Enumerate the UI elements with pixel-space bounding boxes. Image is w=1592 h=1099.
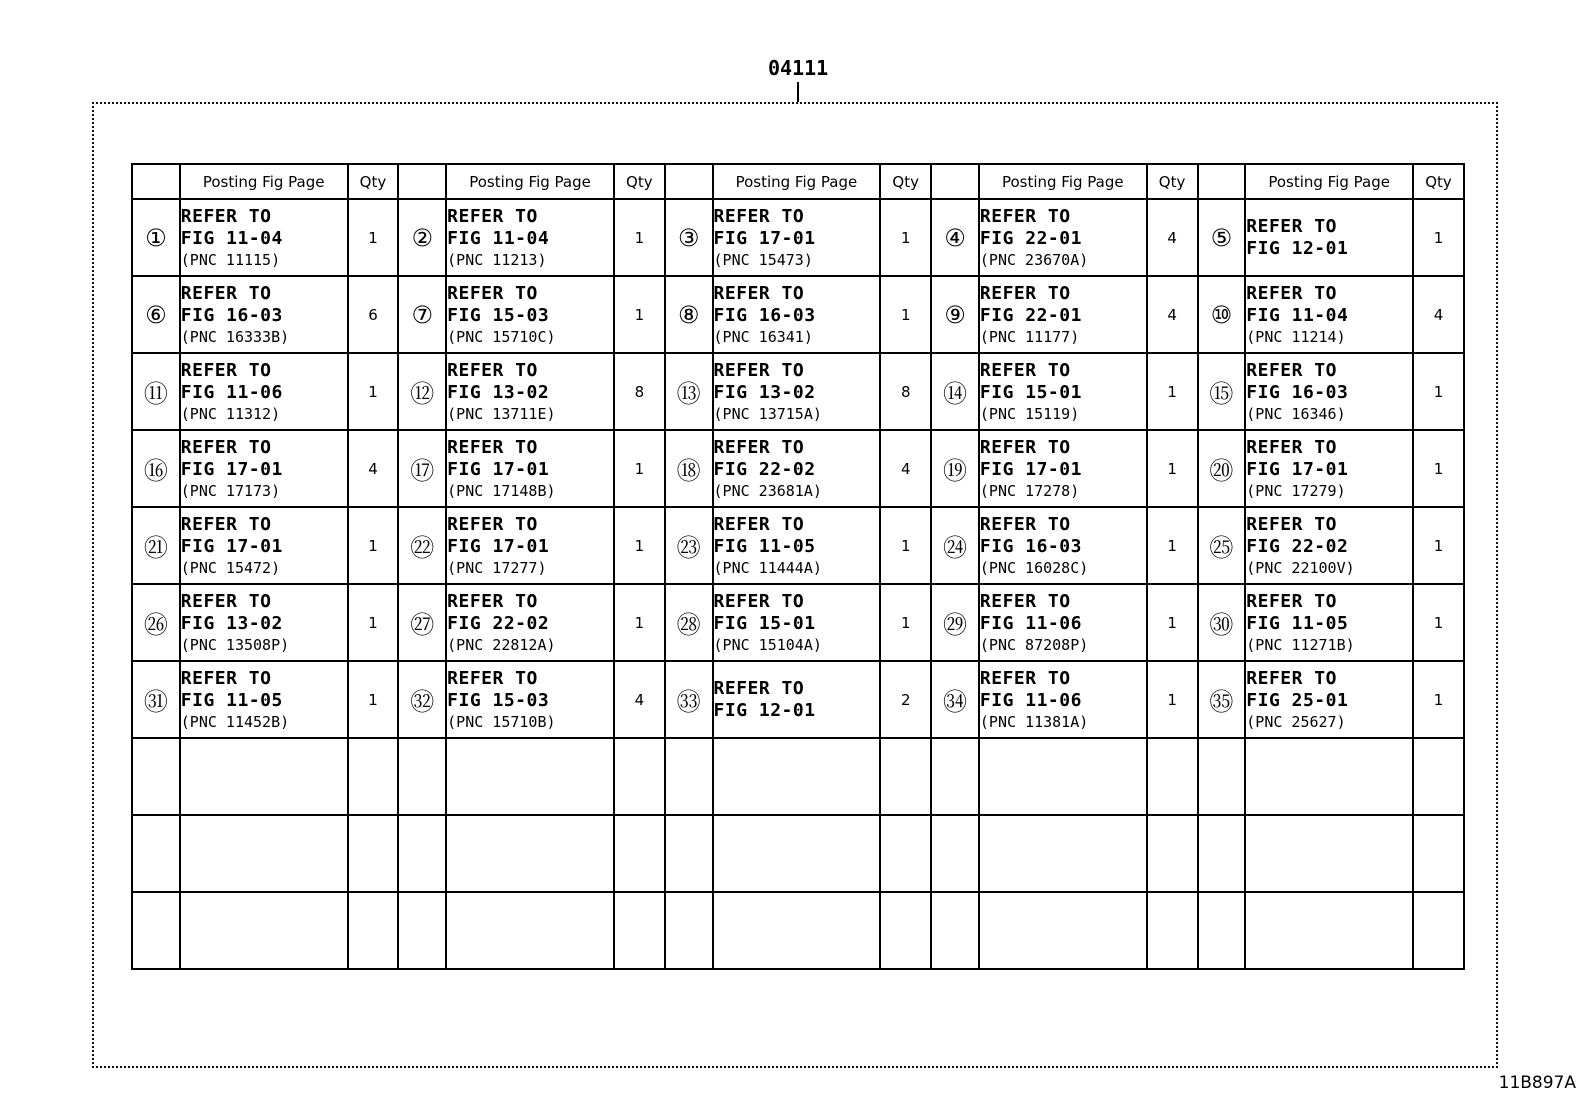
- empty-cell: [446, 738, 614, 815]
- quantity-cell: 4: [880, 430, 931, 507]
- reference-line: REFER TO: [979, 359, 1071, 381]
- reference-cell: [713, 276, 881, 353]
- item-number: ㉝: [665, 661, 713, 738]
- quantity-cell: 1: [1413, 584, 1464, 661]
- empty-cell: [1198, 815, 1246, 892]
- figure-code: 11B897A: [1498, 1073, 1576, 1093]
- item-number: ⑪: [132, 353, 180, 430]
- item-number: ⑱: [665, 430, 713, 507]
- item-number: ③: [665, 199, 713, 276]
- empty-cell: [1413, 892, 1464, 969]
- part-number-label: 04111: [768, 56, 829, 80]
- item-number: ⑬: [665, 353, 713, 430]
- quantity-cell: 1: [880, 199, 931, 276]
- reference-line: REFER TO: [1246, 282, 1337, 304]
- quantity-cell: 4: [1147, 276, 1198, 353]
- empty-cell: [132, 815, 180, 892]
- reference-line: REFER TO: [713, 282, 805, 304]
- quantity-cell: 1: [1413, 430, 1464, 507]
- empty-cell: [931, 738, 979, 815]
- reference-cell: [979, 584, 1147, 661]
- item-number: ㉑: [132, 507, 180, 584]
- reference-line: REFER TO: [180, 590, 272, 612]
- reference-line: REFER TO: [447, 359, 538, 381]
- reference-cell: [1245, 507, 1413, 584]
- item-number: ㉔: [931, 507, 979, 584]
- item-number: ㉞: [931, 661, 979, 738]
- quantity-cell: 1: [1147, 353, 1198, 430]
- reference-cell: [979, 507, 1147, 584]
- pnc-reference: (PNC 16341): [713, 327, 813, 346]
- item-number: ⑭: [931, 353, 979, 430]
- empty-cell: [398, 738, 446, 815]
- pnc-reference: (PNC 11381A): [979, 712, 1089, 731]
- pnc-reference: (PNC 15710C): [447, 327, 556, 346]
- empty-cell: [880, 738, 931, 815]
- empty-cell: [132, 738, 180, 815]
- empty-cell: [979, 815, 1147, 892]
- quantity-cell: 4: [614, 661, 665, 738]
- item-number: ⑫: [398, 353, 446, 430]
- table-row: [132, 199, 1464, 276]
- empty-cell: [614, 815, 665, 892]
- pnc-reference: (PNC 17277): [447, 558, 547, 577]
- quantity-cell: 1: [614, 430, 665, 507]
- empty-cell: [1413, 815, 1464, 892]
- quantity-cell: 1: [1147, 507, 1198, 584]
- quantity-cell: 1: [614, 584, 665, 661]
- quantity-cell: 1: [880, 507, 931, 584]
- leader-line: [797, 82, 799, 102]
- reference-line: REFER TO: [180, 359, 272, 381]
- reference-cell: [979, 661, 1147, 738]
- figure-reference: FIG 22-01: [979, 227, 1082, 249]
- table-row: [132, 507, 1464, 584]
- reference-cell: [446, 353, 614, 430]
- pnc-reference: (PNC 17148B): [447, 481, 556, 500]
- empty-cell: [880, 815, 931, 892]
- figure-reference: FIG 11-05: [1246, 612, 1349, 634]
- header-num-cell: [1198, 164, 1246, 199]
- empty-cell: [1198, 738, 1246, 815]
- quantity-cell: 4: [1413, 276, 1464, 353]
- header-num-cell: [132, 164, 180, 199]
- empty-cell: [1245, 738, 1413, 815]
- reference-cell: [1245, 584, 1413, 661]
- reference-line: REFER TO: [713, 359, 805, 381]
- figure-reference: FIG 17-01: [713, 227, 816, 249]
- reference-cell: [180, 276, 348, 353]
- reference-line: REFER TO: [180, 436, 272, 458]
- reference-cell: [979, 430, 1147, 507]
- item-number: ㉓: [665, 507, 713, 584]
- pnc-reference: (PNC 25627): [1246, 712, 1346, 731]
- table-row: [132, 661, 1464, 738]
- reference-line: REFER TO: [1246, 215, 1337, 237]
- reference-cell: [713, 199, 881, 276]
- quantity-cell: 1: [348, 507, 399, 584]
- pnc-reference: (PNC 22100V): [1246, 558, 1355, 577]
- reference-line: REFER TO: [979, 590, 1071, 612]
- reference-cell: [1245, 661, 1413, 738]
- pnc-reference: (PNC 23670A): [979, 250, 1089, 269]
- empty-cell: [931, 892, 979, 969]
- pnc-reference: (PNC 13508P): [180, 635, 290, 654]
- table-row: [132, 584, 1464, 661]
- item-number: ⑰: [398, 430, 446, 507]
- figure-reference: FIG 16-03: [979, 535, 1082, 557]
- figure-reference: FIG 15-03: [447, 304, 550, 326]
- item-number: ⑨: [931, 276, 979, 353]
- figure-reference: FIG 22-02: [1246, 535, 1349, 557]
- reference-line: REFER TO: [447, 667, 538, 689]
- pnc-reference: (PNC 16333B): [180, 327, 290, 346]
- empty-cell: [713, 815, 881, 892]
- item-number: ⑯: [132, 430, 180, 507]
- empty-cell: [348, 892, 399, 969]
- empty-cell: [132, 892, 180, 969]
- figure-reference: FIG 13-02: [447, 381, 550, 403]
- reference-line: REFER TO: [979, 282, 1071, 304]
- table-body: [132, 199, 1464, 969]
- reference-cell: [713, 353, 881, 430]
- empty-cell: [398, 892, 446, 969]
- figure-reference: FIG 17-01: [180, 535, 283, 557]
- figure-reference: FIG 11-05: [713, 535, 816, 557]
- item-number: ⑦: [398, 276, 446, 353]
- empty-cell: [665, 815, 713, 892]
- figure-reference: FIG 22-02: [447, 612, 550, 634]
- quantity-cell: 1: [880, 584, 931, 661]
- reference-line: REFER TO: [447, 436, 538, 458]
- reference-cell: [446, 430, 614, 507]
- pnc-reference: (PNC 22812A): [447, 635, 556, 654]
- item-number: ⑧: [665, 276, 713, 353]
- empty-cell: [398, 815, 446, 892]
- reference-line: REFER TO: [1246, 359, 1337, 381]
- item-number: ㉛: [132, 661, 180, 738]
- pnc-reference: (PNC 15119): [979, 404, 1080, 423]
- empty-cell: [1198, 892, 1246, 969]
- reference-line: REFER TO: [447, 590, 538, 612]
- quantity-cell: 8: [614, 353, 665, 430]
- reference-cell: [979, 353, 1147, 430]
- empty-cell: [665, 738, 713, 815]
- quantity-cell: 1: [1147, 430, 1198, 507]
- quantity-cell: 1: [1413, 353, 1464, 430]
- item-number: ㉙: [931, 584, 979, 661]
- item-number: ⑲: [931, 430, 979, 507]
- figure-reference: FIG 17-01: [979, 458, 1082, 480]
- figure-reference: FIG 17-01: [1246, 458, 1349, 480]
- pnc-reference: (PNC 11271B): [1246, 635, 1355, 654]
- reference-cell: [1245, 199, 1413, 276]
- figure-reference: FIG 15-03: [447, 689, 550, 711]
- empty-cell: [614, 892, 665, 969]
- table-row: [132, 353, 1464, 430]
- pnc-reference: (PNC 17279): [1246, 481, 1346, 500]
- pnc-reference: (PNC 15710B): [447, 712, 556, 731]
- figure-reference: FIG 15-01: [979, 381, 1082, 403]
- reference-cell: [979, 199, 1147, 276]
- item-number: ⑥: [132, 276, 180, 353]
- figure-reference: FIG 17-01: [447, 535, 550, 557]
- reference-line: REFER TO: [1246, 590, 1337, 612]
- reference-table: [131, 163, 1465, 970]
- quantity-cell: 8: [880, 353, 931, 430]
- reference-cell: [180, 199, 348, 276]
- quantity-cell: 1: [1413, 661, 1464, 738]
- figure-reference: FIG 25-01: [1246, 689, 1349, 711]
- reference-cell: [180, 507, 348, 584]
- figure-reference: FIG 11-04: [447, 227, 550, 249]
- empty-row: [132, 738, 1464, 815]
- quantity-cell: 1: [348, 199, 399, 276]
- figure-reference: FIG 12-01: [1246, 237, 1349, 259]
- item-number: ⑤: [1198, 199, 1246, 276]
- header-num-cell: [665, 164, 713, 199]
- reference-cell: [446, 507, 614, 584]
- pnc-reference: (PNC 11213): [447, 250, 547, 269]
- item-number: ④: [931, 199, 979, 276]
- reference-line: REFER TO: [1246, 436, 1337, 458]
- item-number: ㉚: [1198, 584, 1246, 661]
- pnc-reference: (PNC 11444A): [713, 558, 822, 577]
- empty-cell: [446, 892, 614, 969]
- figure-reference: FIG 16-03: [1246, 381, 1349, 403]
- reference-cell: [446, 661, 614, 738]
- empty-cell: [1147, 892, 1198, 969]
- reference-cell: [180, 353, 348, 430]
- figure-reference: FIG 11-06: [979, 612, 1082, 634]
- reference-cell: [979, 276, 1147, 353]
- item-number: ⑩: [1198, 276, 1246, 353]
- figure-reference: FIG 11-06: [979, 689, 1082, 711]
- header-qty: Qty: [614, 164, 665, 199]
- item-number: ㉖: [132, 584, 180, 661]
- empty-cell: [180, 892, 348, 969]
- quantity-cell: 4: [1147, 199, 1198, 276]
- pnc-reference: (PNC 87208P): [979, 635, 1089, 654]
- quantity-cell: 1: [880, 276, 931, 353]
- figure-reference: FIG 11-04: [1246, 304, 1349, 326]
- figure-reference: FIG 11-06: [180, 381, 283, 403]
- pnc-reference: (PNC 11214): [1246, 327, 1346, 346]
- pnc-reference: (PNC 16028C): [979, 558, 1089, 577]
- empty-cell: [665, 892, 713, 969]
- reference-cell: [446, 276, 614, 353]
- item-number: ㉗: [398, 584, 446, 661]
- reference-cell: [446, 199, 614, 276]
- header-num-cell: [931, 164, 979, 199]
- empty-cell: [713, 892, 881, 969]
- header-qty: Qty: [880, 164, 931, 199]
- item-number: ⑮: [1198, 353, 1246, 430]
- header-qty: Qty: [348, 164, 399, 199]
- item-number: ⑳: [1198, 430, 1246, 507]
- empty-row: [132, 892, 1464, 969]
- empty-cell: [1147, 815, 1198, 892]
- header-num-cell: [398, 164, 446, 199]
- quantity-cell: 1: [348, 584, 399, 661]
- empty-cell: [1245, 815, 1413, 892]
- header-posting: Posting Fig Page: [713, 164, 881, 199]
- reference-line: REFER TO: [447, 205, 538, 227]
- header-row: [132, 164, 1464, 199]
- pnc-reference: (PNC 15472): [180, 558, 281, 577]
- quantity-cell: 1: [1413, 199, 1464, 276]
- reference-line: REFER TO: [979, 513, 1071, 535]
- empty-cell: [348, 738, 399, 815]
- reference-cell: [1245, 353, 1413, 430]
- quantity-cell: 6: [348, 276, 399, 353]
- pnc-reference: (PNC 23681A): [713, 481, 822, 500]
- quantity-cell: 1: [614, 199, 665, 276]
- quantity-cell: 1: [1413, 507, 1464, 584]
- pnc-reference: (PNC 15104A): [713, 635, 822, 654]
- header-posting: Posting Fig Page: [1245, 164, 1413, 199]
- reference-line: REFER TO: [1246, 667, 1337, 689]
- empty-cell: [614, 738, 665, 815]
- pnc-reference: (PNC 11177): [979, 327, 1080, 346]
- table-row: [132, 276, 1464, 353]
- pnc-reference: (PNC 17173): [180, 481, 281, 500]
- reference-line: REFER TO: [180, 667, 272, 689]
- reference-line: REFER TO: [180, 205, 272, 227]
- reference-cell: [180, 661, 348, 738]
- empty-cell: [979, 738, 1147, 815]
- figure-reference: FIG 22-02: [713, 458, 816, 480]
- reference-line: REFER TO: [447, 513, 538, 535]
- item-number: ㉕: [1198, 507, 1246, 584]
- reference-line: REFER TO: [979, 205, 1071, 227]
- reference-line: REFER TO: [713, 513, 805, 535]
- empty-cell: [446, 815, 614, 892]
- empty-cell: [180, 738, 348, 815]
- pnc-reference: (PNC 15473): [713, 250, 813, 269]
- empty-cell: [1245, 892, 1413, 969]
- figure-reference: FIG 17-01: [447, 458, 550, 480]
- header-qty: Qty: [1413, 164, 1464, 199]
- empty-row: [132, 815, 1464, 892]
- reference-cell: [713, 584, 881, 661]
- quantity-cell: 1: [1147, 584, 1198, 661]
- reference-line: REFER TO: [180, 513, 272, 535]
- reference-cell: [1245, 276, 1413, 353]
- figure-reference: FIG 11-05: [180, 689, 283, 711]
- reference-cell: [713, 507, 881, 584]
- reference-line: REFER TO: [713, 590, 805, 612]
- pnc-reference: (PNC 13715A): [713, 404, 822, 423]
- reference-cell: [1245, 430, 1413, 507]
- item-number: ㉟: [1198, 661, 1246, 738]
- figure-reference: FIG 22-01: [979, 304, 1082, 326]
- reference-line: REFER TO: [447, 282, 538, 304]
- empty-cell: [713, 738, 881, 815]
- item-number: ①: [132, 199, 180, 276]
- pnc-reference: (PNC 11115): [180, 250, 281, 269]
- figure-reference: FIG 16-03: [713, 304, 816, 326]
- pnc-reference: (PNC 13711E): [447, 404, 556, 423]
- empty-cell: [180, 815, 348, 892]
- pnc-reference: (PNC 11452B): [180, 712, 290, 731]
- empty-cell: [1413, 738, 1464, 815]
- figure-reference: FIG 13-02: [713, 381, 816, 403]
- figure-reference: FIG 11-04: [180, 227, 283, 249]
- quantity-cell: 4: [348, 430, 399, 507]
- figure-reference: FIG 12-01: [713, 699, 816, 721]
- quantity-cell: 1: [1147, 661, 1198, 738]
- pnc-reference: (PNC 16346): [1246, 404, 1346, 423]
- reference-line: REFER TO: [713, 677, 805, 699]
- reference-cell: [713, 430, 881, 507]
- figure-reference: FIG 17-01: [180, 458, 283, 480]
- empty-cell: [931, 815, 979, 892]
- empty-cell: [348, 815, 399, 892]
- item-number: ㉒: [398, 507, 446, 584]
- reference-cell: [180, 584, 348, 661]
- figure-reference: FIG 16-03: [180, 304, 283, 326]
- reference-line: REFER TO: [979, 667, 1071, 689]
- pnc-reference: (PNC 17278): [979, 481, 1080, 500]
- quantity-cell: 1: [614, 507, 665, 584]
- reference-line: REFER TO: [713, 436, 805, 458]
- header-posting: Posting Fig Page: [446, 164, 614, 199]
- reference-line: REFER TO: [180, 282, 272, 304]
- quantity-cell: 1: [348, 353, 399, 430]
- figure-reference: FIG 15-01: [713, 612, 816, 634]
- reference-line: REFER TO: [979, 436, 1071, 458]
- reference-line: REFER TO: [713, 205, 805, 227]
- header-qty: Qty: [1147, 164, 1198, 199]
- empty-cell: [1147, 738, 1198, 815]
- quantity-cell: 1: [614, 276, 665, 353]
- item-number: ②: [398, 199, 446, 276]
- item-number: ㉘: [665, 584, 713, 661]
- header-posting: Posting Fig Page: [979, 164, 1147, 199]
- header-posting: Posting Fig Page: [180, 164, 348, 199]
- reference-line: REFER TO: [1246, 513, 1337, 535]
- figure-reference: FIG 13-02: [180, 612, 283, 634]
- quantity-cell: 2: [880, 661, 931, 738]
- table-row: [132, 430, 1464, 507]
- quantity-cell: 1: [348, 661, 399, 738]
- reference-cell: [446, 584, 614, 661]
- empty-cell: [880, 892, 931, 969]
- item-number: ㉜: [398, 661, 446, 738]
- reference-cell: [713, 661, 881, 738]
- reference-cell: [180, 430, 348, 507]
- empty-cell: [979, 892, 1147, 969]
- pnc-reference: (PNC 11312): [180, 404, 281, 423]
